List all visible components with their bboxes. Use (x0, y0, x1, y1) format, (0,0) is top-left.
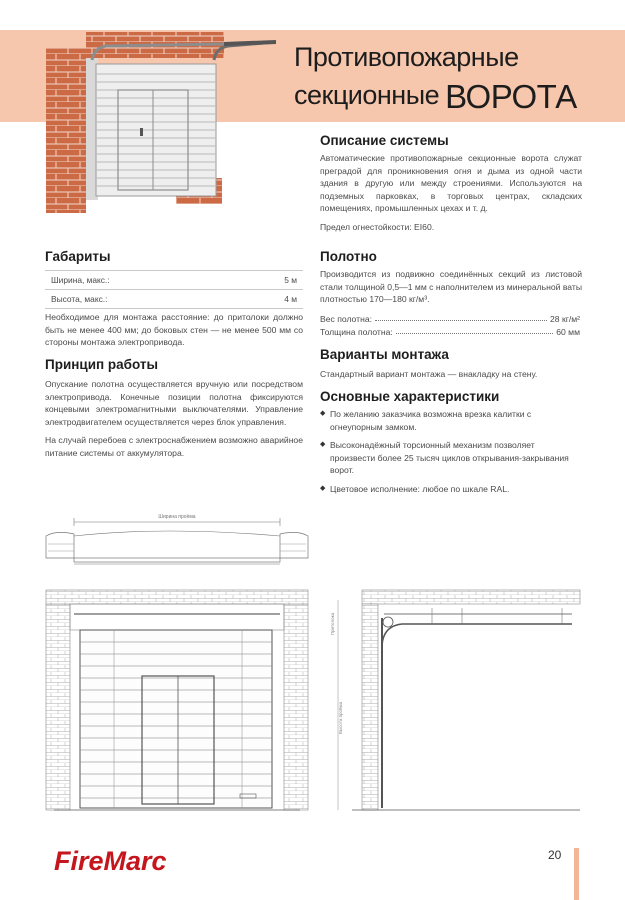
mounting-text: Стандартный вариант монтажа — внакладку на стену. (320, 369, 538, 379)
page-accent-bar (574, 848, 579, 900)
dimensions-label: Высота, макс.: (51, 294, 108, 304)
panel-thickness-row (320, 327, 580, 337)
dimensions-table (45, 270, 303, 309)
leader-dots (375, 314, 547, 321)
lintel-dimension-label: Притолока (330, 612, 335, 636)
leader-dots (396, 327, 553, 334)
operation-text-1: Опускание полотна осуществляется вручную или посредством электропривода. Конечные позиции полотна фиксируются концевыми электромагнитными выключателями. Управление электродвигателем осуществляется через блок управления. (45, 379, 303, 427)
feature-text: По желанию заказчика возможна врезка калитки с огнеупорным замком. (330, 409, 532, 432)
side-section-drawing (322, 588, 582, 824)
logo-text: FireMarc (54, 846, 167, 876)
dimensions-row-width (45, 270, 303, 289)
dimensions-note: Необходимое для монтажа расстояние: до притолоки должно быть не менее 400 мм; до боковых стен — не менее 500 мм со стороны монтажа электропривода. (45, 312, 303, 348)
feature-text: Цветовое исполнение: любое по шкале RAL. (330, 483, 510, 494)
operation-heading: Принцип работы (45, 357, 159, 372)
front-elevation-drawing (44, 588, 310, 824)
panel-row-label: Толщина полотна: (320, 327, 393, 337)
mounting-heading: Варианты монтажа (320, 347, 449, 362)
system-description-heading: Описание системы (320, 133, 449, 148)
panel-text: Производится из подвижно соединённых секций из листовой стали толщиной 0,5—1 мм с наполнителем из минеральной ваты плотностью 170—180 кг/м³. (320, 269, 582, 305)
title-line-1: Противопожарные (294, 42, 519, 72)
title-line-2-text: секционные (294, 80, 440, 110)
panel-row-value: 60 мм (556, 327, 580, 337)
list-item (320, 408, 582, 433)
panel-weight-row (320, 314, 580, 324)
dimensions-row-height (45, 289, 303, 309)
system-description-text: Автоматические противопожарные секционные ворота служат преградой для проникновения огня и дыма из одной части здания в другую или между строениями. Используются на подземных парковках, в торговых центрах, складских помещениях, промышленных цехах и т. д. (320, 153, 582, 214)
dimensions-value: 5 м (284, 275, 297, 285)
diamond-bullet-icon: ◆ (320, 410, 326, 417)
plan-drawing (44, 508, 310, 570)
title-line-2 (294, 74, 577, 115)
operation-text-2: На случай перебоев с электроснабжением возможно аварийное питание системы от аккумулятора. (45, 435, 303, 458)
dimensions-heading: Габариты (45, 249, 111, 264)
diamond-bullet-icon: ◆ (320, 441, 326, 449)
list-item (320, 483, 582, 496)
firemarc-logo (52, 840, 212, 880)
title-box (276, 30, 625, 122)
panel-row-label: Вес полотна: (320, 314, 372, 324)
brick-wall-left (46, 48, 86, 213)
diamond-bullet-icon: ◆ (320, 484, 326, 492)
features-heading: Основные характеристики (320, 389, 500, 404)
door-illustration (44, 30, 276, 215)
plan-width-label: Ширина проёма (158, 514, 196, 520)
list-item (320, 439, 582, 477)
page-number: 20 (548, 848, 562, 862)
feature-text: Высоконадёжный торсионный механизм позволяет произвести более 25 тысяч циклов открывания-закрывания ворот. (330, 440, 569, 476)
title-big-word: ВОРОТА (445, 78, 577, 115)
features-list (320, 408, 582, 502)
dimensions-value: 4 м (284, 294, 297, 304)
panel-heading: Полотно (320, 249, 377, 264)
dimensions-label: Ширина, макс.: (51, 275, 110, 285)
height-dimension-label: Высота проёма (338, 701, 343, 735)
panel-row-value: 28 кг/м² (550, 314, 580, 324)
fire-rating-text: Предел огнестойкости: EI60. (320, 222, 435, 232)
